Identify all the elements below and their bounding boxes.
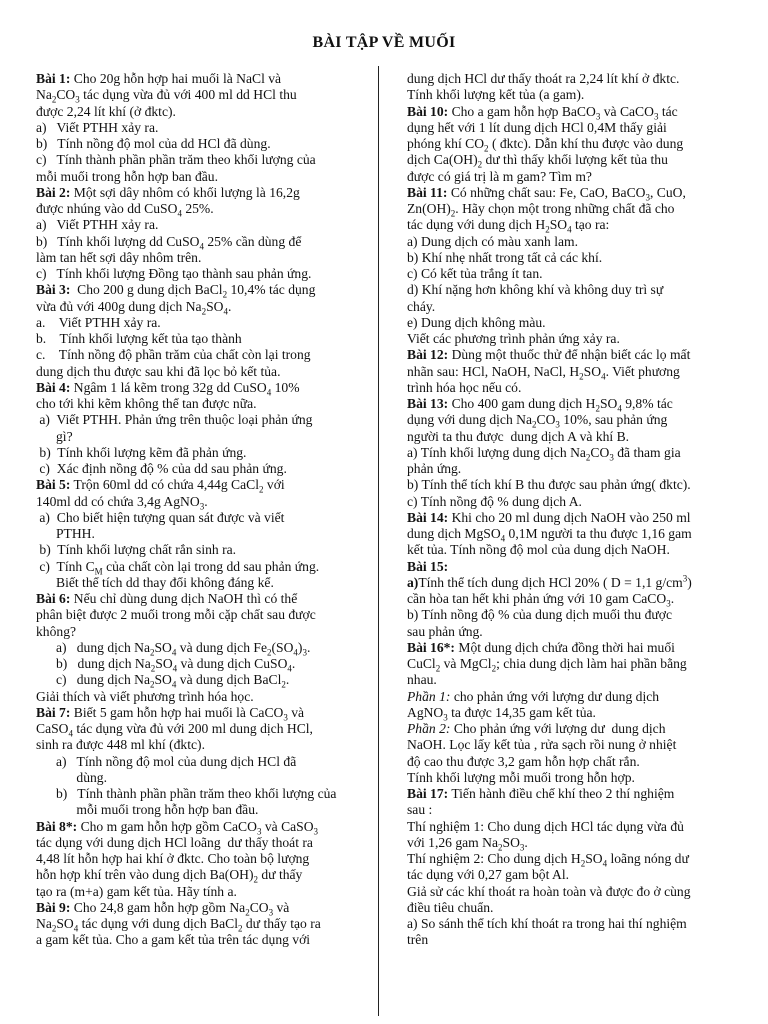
left-text-line: phân biệt được 2 muối trong mỗi cặp chất sau được <box>36 607 316 623</box>
right-text-line: kết tủa. Tính nồng độ mol của dung dịch NaOH. <box>407 542 670 558</box>
right-text-line: a) Tính khối lượng dung dịch $Na_2CO_3$ đã tham gia <box>407 444 681 461</box>
right-text-line: người ta thu được dung dịch A và khí B. <box>407 428 630 444</box>
left-text-line: vừa đủ với 400g dung dịch $Na_2SO_4$. <box>36 298 232 315</box>
right-text-line: nhãn sau: HCl, NaOH, NaCl, $H_2SO_4$. Viết phương <box>407 363 680 380</box>
right-text-line: Tính khối lượng mỗi muối trong hỗn hợp. <box>407 769 635 785</box>
right-text-line: a) Dung dịch có màu xanh lam. <box>407 233 579 249</box>
right-text-line: điều tiêu chuẩn. <box>407 899 494 915</box>
left-text-line: Bài 4: Ngâm 1 lá kẽm trong 32g dd CuSO$_4$ 10% <box>36 379 300 396</box>
left-text-line: c) Tính khối lượng Đồng tạo thành sau phản ứng. <box>36 266 312 281</box>
left-text-line: Bài 8*: Cho m gam hỗn hợp gồm CaCO$_3$ và CaSO$_3$ <box>36 818 319 835</box>
left-text-line: c) dung dịch $Na_2SO_4$ và dung dịch BaCl$_2$. <box>56 672 290 689</box>
left-text-line: Bài 9: Cho 24,8 gam hỗn hợp gồm $Na_2CO_3$ và <box>36 899 290 916</box>
right-text-line: Bài 17: Tiến hành điều chế khí theo 2 thí nghiệm <box>407 786 675 801</box>
right-text-line: phản ứng. <box>407 461 462 476</box>
left-text-line: PTHH. <box>56 526 95 541</box>
right-text-line: sau : <box>407 802 433 818</box>
left-text-line: dùng. <box>56 769 107 785</box>
left-text-line: c) Tính thành phần phần trăm theo khối lượng của <box>36 152 316 168</box>
left-text-line: a. Viết PTHH xảy ra. <box>36 314 161 330</box>
left-text-line: b) Tính thành phần phần trăm theo khối lượng của <box>56 786 337 801</box>
left-text-line: Bài 7: Biết 5 gam hỗn hợp hai muối là CaCO$_3$ và <box>36 704 305 721</box>
right-text-line: Bài 11: Có những chất sau: Fe, CaO, BaCO$_3$, CuO, <box>407 184 686 201</box>
right-text-line: phóng khí $CO_2$ ( đktc). Dẫn khí thu được vào dung <box>407 136 684 153</box>
left-text-line: b) Tính khối lượng dd CuSO$_4$ 25% cần dùng để <box>36 233 302 250</box>
right-text-line: tác dụng với dung dịch $H_2SO_4$ tạo ra: <box>407 217 610 234</box>
left-text-line: a) dung dịch $Na_2SO_4$ và dung dịch $Fe_2(SO_4)_3$. <box>56 639 311 656</box>
left-text-line: không? <box>36 623 77 639</box>
left-text-line: c) Tính $C_M$ của chất còn lại trong dd sau phản ứng. <box>36 558 320 575</box>
page-title: BÀI TẬP VỀ MUỐI <box>312 34 456 51</box>
right-text-line: Tính khối lượng kết tủa (a gam). <box>407 87 585 103</box>
right-text-line: dụng với dung dịch $Na_2CO_3$ 10%, sau phản ứng <box>407 412 668 429</box>
left-text-line: làm tan hết sợi dây nhôm trên. <box>36 249 202 265</box>
left-text-line: được nhúng vào dd CuSO$_4$ 25%. <box>36 201 214 218</box>
right-text-line: Bài 13: Cho 400 gam dung dịch $H_2SO_4$ 9,8% tác <box>407 396 673 413</box>
left-text-line: a) Tính nồng độ mol của dung dịch HCl đã <box>56 753 297 769</box>
left-text-line: c. Tính nồng độ phần trăm của chất còn lại trong <box>36 347 311 363</box>
right-text-line: độ cao thu được 3,2 gam hỗn hợp chất rắn. <box>407 753 640 769</box>
left-text-line: dung dịch thu được sau khi đã lọc bỏ kết tủa. <box>36 363 281 379</box>
left-text-line: a) Viết PTHH xảy ra. <box>36 119 159 135</box>
right-text-line: Bài 12: Dùng một thuốc thử để nhận biết các lọ mất <box>407 347 691 363</box>
left-text-line: $Na_2SO_4$ tác dụng với dung dịch BaCl$_2$ dư thấy tạo ra <box>36 916 321 933</box>
left-text-line: được 2,24 lít khí (ở đktc). <box>36 103 176 119</box>
right-text-line: trên <box>407 932 429 948</box>
left-text-line: Bài 3: Cho 200 g dung dịch BaCl$_2$ 10,4% tác dụng <box>36 282 316 299</box>
left-text-line: CaSO$_4$ tác dụng vừa đủ với 200 ml dung dịch HCl, <box>36 721 313 738</box>
right-text-line: được có giá trị là m gam? Tìm m? <box>407 168 592 184</box>
right-text-line: cháy. <box>407 298 436 314</box>
right-text-line: nhau. <box>407 672 437 688</box>
right-text-line: b) Tính nồng độ % của dung dịch muối thu được <box>407 607 672 623</box>
right-text-line: $Zn(OH)_2$. Hãy chọn một trong những chất đã cho <box>407 201 675 218</box>
left-text-line: mỗi muối trong hỗn hợp ban đầu. <box>36 168 219 184</box>
right-text-line: b) Tính thể tích khí B thu được sau phản ứng( đktc). <box>407 477 691 493</box>
right-text-line: trình hóa học nếu có. <box>407 379 522 395</box>
right-text-line: AgNO$_3$ ta được 14,35 gam kết tủa. <box>407 704 596 721</box>
left-text-line: b) Tính nồng độ mol của dd HCl đã dùng. <box>36 136 271 151</box>
right-text-line: b) Khí nhẹ nhất trong tất cả các khí. <box>407 249 603 265</box>
left-text-line: cho tới khi kẽm không thể tan được nữa. <box>36 396 257 411</box>
left-text-line: a gam kết tủa. Cho a gam kết tủa trên tác dụng với <box>36 932 311 948</box>
left-text-line: sinh ra được 448 ml khí (đktc). <box>36 737 205 753</box>
left-text-line: b) dung dịch $Na_2SO_4$ và dung dịch CuSO$_4$. <box>56 656 296 673</box>
right-text-line: e) Dung dịch không màu. <box>407 314 546 330</box>
right-text-line: Bài 14: Khi cho 20 ml dung dịch NaOH vào 250 ml <box>407 509 691 525</box>
left-text-line: tạo ra (m+a) gam kết tủa. Hãy tính a. <box>36 883 237 899</box>
left-text-line: c) Xác định nồng độ % của dd sau phản ứng. <box>36 461 287 476</box>
right-text-line: Phần 1: cho phản ứng với lượng dư dung dịch <box>407 688 660 704</box>
right-text-line: c) Tính nồng độ % dung dịch A. <box>407 493 582 509</box>
right-text-line: Giả sử các khí thoát ra hoàn toàn và được đo ở cùng <box>407 883 691 899</box>
left-text-line: Bài 5: Trộn 60ml dd có chứa 4,44g CaCl$_2$ với <box>36 477 285 494</box>
right-text-line: Bài 16*: Một dung dịch chứa đồng thời hai muối <box>407 639 675 655</box>
left-text-line: Giải thích và viết phương trình hóa học. <box>36 688 254 704</box>
left-text-line: hỗn hợp khí trên vào dung dịch $Ba(OH)_2$ dư thấy <box>36 867 303 884</box>
right-text-line: dụng hết với 1 lít dung dịch HCl 0,4M thấy giải <box>407 119 667 135</box>
right-text-line: sau phản ứng. <box>407 623 483 639</box>
right-text-line: dung dịch MgSO$_4$ 0,1M người ta thu được 1,16 gam <box>407 526 692 543</box>
left-text-line: b) Tính khối lượng kẽm đã phản ứng. <box>36 444 247 460</box>
left-text-line: a) Viết PTHH xảy ra. <box>36 217 159 233</box>
left-text-line: $Na_2CO_3$ tác dụng vừa đủ với 400 ml dd HCl thu <box>36 87 297 104</box>
right-column <box>407 71 733 949</box>
right-text-line: Viết các phương trình phản ứng xảy ra. <box>407 331 620 346</box>
left-column <box>36 71 364 949</box>
left-text-line: a) Cho biết hiện tượng quan sát được và viết <box>36 509 285 525</box>
left-text-line: Bài 6: Nếu chỉ dùng dung dịch NaOH thì có thể <box>36 591 298 606</box>
right-text-line: Bài 10: Cho a gam hỗn hợp BaCO$_3$ và CaCO$_3$ tác <box>407 103 678 120</box>
left-text-line: tác dụng với dung dịch HCl loãng dư thấy thoát ra <box>36 834 313 850</box>
left-text-line: Bài 2: Một sợi dây nhôm có khối lượng là 16,2g <box>36 184 300 200</box>
right-text-line: a)Tính thể tích dung dịch HCl 20% ( D = 1,1 $g/cm^3$) <box>407 574 692 590</box>
right-text-line: CuCl$_2$ và MgCl$_2$; chia dung dịch làm hai phần bằng <box>407 656 687 673</box>
right-text-line: Bài 15: <box>407 558 449 574</box>
right-text-line: tác dụng với 0,27 gam bột Al. <box>407 867 569 883</box>
left-text-line: Biết thể tích dd thay đổi không đáng kể. <box>56 574 274 590</box>
right-text-line: dung dịch HCl dư thấy thoát ra 2,24 lít khí ở đktc. <box>407 71 680 86</box>
right-text-line: Phần 2: Cho phản ứng với lượng dư dung dịch <box>407 721 666 736</box>
right-text-line: d) Khí nặng hơn không khí và không duy trì sự <box>407 282 664 298</box>
right-text-line: Thí nghiệm 1: Cho dung dịch HCl tác dụng vừa đủ <box>407 818 684 834</box>
right-text-line: cần hòa tan hết khi phản ứng với 10 gam CaCO$_3$. <box>407 591 675 608</box>
right-text-line: dịch $Ca(OH)_2$ dư thì thấy khối lượng kết tủa thu <box>407 152 668 169</box>
column-divider <box>378 66 379 1016</box>
right-text-line: với 1,26 gam $Na_2SO_3$. <box>407 834 528 851</box>
left-text-line: mỗi muối trong hỗn hợp ban đầu. <box>56 802 259 818</box>
left-text-line: b) Tính khối lượng chất rắn sinh ra. <box>36 542 237 558</box>
left-text-line: 4,48 lít hỗn hợp hai khí ở đktc. Cho toàn bộ lượng <box>36 851 310 866</box>
left-text-line: a) Viết PTHH. Phản ứng trên thuộc loại phản ứng <box>36 412 313 428</box>
left-text-line: Bài 1: Cho 20g hỗn hợp hai muối là NaCl và <box>36 71 282 86</box>
right-text-line: a) So sánh thể tích khí thoát ra trong hai thí nghiệm <box>407 916 687 931</box>
right-text-line: Thí nghiệm 2: Cho dung dịch $H_2SO_4$ loãng nóng dư <box>407 851 689 868</box>
left-text-line: 140ml dd có chứa 3,4g AgNO$_3$. <box>36 493 208 510</box>
left-text-line: b. Tính khối lượng kết tủa tạo thành <box>36 331 242 346</box>
left-text-line: gì? <box>56 428 73 444</box>
right-text-line: NaOH. Lọc lấy kết tủa , rửa sạch rồi nung ở nhiệt <box>407 737 677 753</box>
right-text-line: c) Có kết tủa trắng ít tan. <box>407 266 543 281</box>
